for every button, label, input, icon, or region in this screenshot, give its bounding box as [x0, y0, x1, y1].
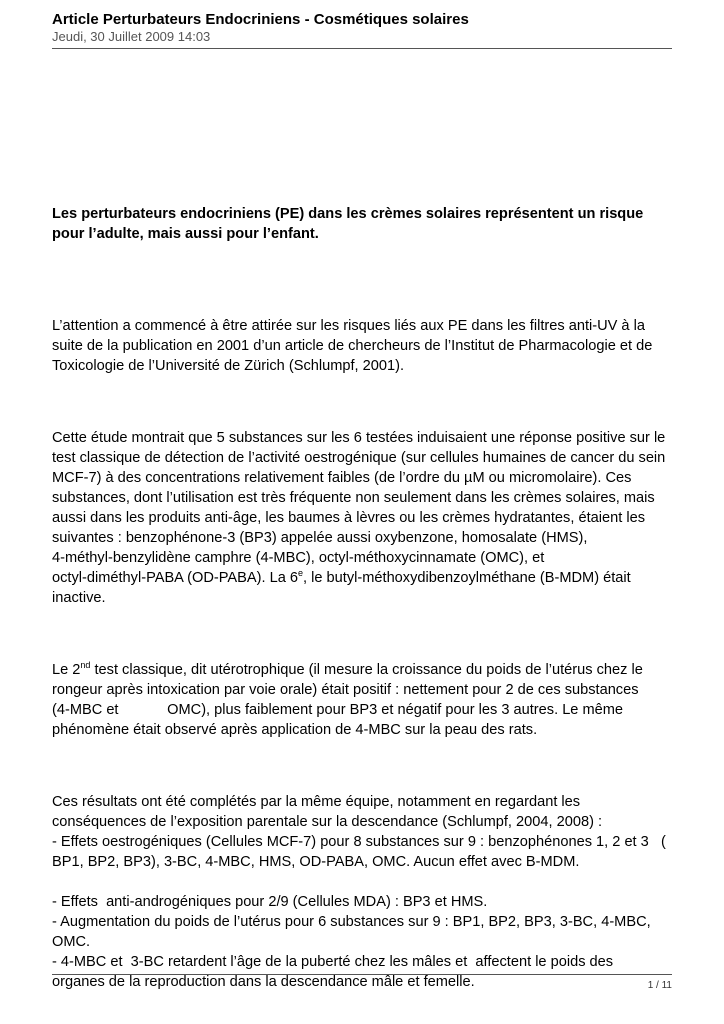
text-line: test classique de détection de l’activité oestrogénique (sur cellules humaines de cancer du sein — [52, 450, 666, 466]
text-line: Toxicologie de l’Université de Zürich (Schlumpf, 2001). — [52, 358, 405, 374]
article-body — [52, 204, 672, 992]
text-line: inactive. — [52, 590, 106, 606]
text-line: test classique, dit utérotrophique (il mesure la croissance du poids de l’utérus chez le — [90, 662, 643, 678]
text-line: BP1, BP2, BP3), 3-BC, 4-MBC, HMS, OD-PABA, OMC. Aucun effet avec B-MDM. — [52, 854, 580, 870]
text-line: Le 2 — [52, 662, 81, 678]
page-number: 1 / 11 — [647, 980, 672, 991]
paragraph-results — [52, 792, 672, 872]
text-line: substances, dont l’utilisation est très fréquente non seulement dans les crèmes solaires, mais — [52, 490, 655, 506]
paragraph-uterotrophic — [52, 660, 672, 740]
text-line: Ces résultats ont été complétés par la même équipe, notamment en regardant les — [52, 794, 581, 810]
text-line: MCF-7) à des concentrations relativement faibles (de l’ordre du µM ou micromolaire). Ces — [52, 470, 632, 486]
intro-line: Les perturbateurs endocriniens (PE) dans les crèmes solaires représentent un risque — [52, 206, 644, 222]
header-divider — [52, 48, 672, 49]
text-line: octyl-diméthyl-PABA (OD-PABA). La 6 — [52, 570, 299, 586]
text-line: - 4-MBC et 3-BC retardent l’âge de la puberté chez les mâles et affectent le poids des — [52, 954, 614, 970]
text-line: 4-méthyl-benzylidène camphre (4-MBC), octyl-méthoxycinnamate (OMC), et — [52, 550, 545, 566]
text-line: phénomène était observé après application de 4-MBC sur la peau des rats. — [52, 722, 538, 738]
text-line: rongeur après intoxication par voie orale) était positif : nettement pour 2 de ces substances — [52, 682, 639, 698]
footer-divider — [52, 974, 672, 975]
article-date: Jeudi, 30 Juillet 2009 14:03 — [52, 29, 211, 44]
text-line: suite de la publication en 2001 d’un article de chercheurs de l’Institut de Pharmacologie et de — [52, 338, 653, 354]
paragraph-attention — [52, 316, 672, 376]
paragraph-effects — [52, 892, 672, 992]
text-line: , le butyl-méthoxydibenzoylméthane (B-MDM) était — [303, 570, 631, 586]
text-line: Cette étude montrait que 5 substances sur les 6 testées induisaient une réponse positive sur le — [52, 430, 666, 446]
text-line: aussi dans les produits anti-âge, les baumes à lèvres ou les crèmes hydratantes, étaient les — [52, 510, 645, 526]
intro-line: pour l’adulte, mais aussi pour l’enfant. — [52, 226, 319, 242]
superscript: nd — [80, 660, 91, 671]
text-line: organes de la reproduction dans la descendance mâle et femelle. — [52, 974, 475, 990]
text-line: - Effets oestrogéniques (Cellules MCF-7) pour 8 substances sur 9 : benzophénones 1, 2 et 3 ( — [52, 834, 666, 850]
text-line: (4-MBC et OMC), plus faiblement pour BP3 et négatif pour les 3 autres. Le même — [52, 702, 624, 718]
article-title: Article Perturbateurs Endocriniens - Cosmétiques solaires — [52, 11, 469, 28]
paragraph-study — [52, 428, 672, 608]
text-line: - Effets anti-androgéniques pour 2/9 (Cellules MDA) : BP3 et HMS. — [52, 894, 488, 910]
page-header — [52, 11, 672, 45]
text-line: L’attention a commencé à être attirée sur les risques liés aux PE dans les filtres anti-UV à la — [52, 318, 645, 334]
text-line: conséquences de l’exposition parentale sur la descendance (Schlumpf, 2004, 2008) : — [52, 814, 603, 830]
superscript: e — [298, 568, 304, 579]
text-line: OMC. — [52, 934, 91, 950]
intro-paragraph — [52, 204, 652, 244]
text-line: - Augmentation du poids de l’utérus pour 6 substances sur 9 : BP1, BP2, BP3, 3-BC, 4-MBC, — [52, 914, 651, 930]
text-line: suivantes : benzophénone-3 (BP3) appelée aussi oxybenzone, homosalate (HMS), — [52, 530, 588, 546]
